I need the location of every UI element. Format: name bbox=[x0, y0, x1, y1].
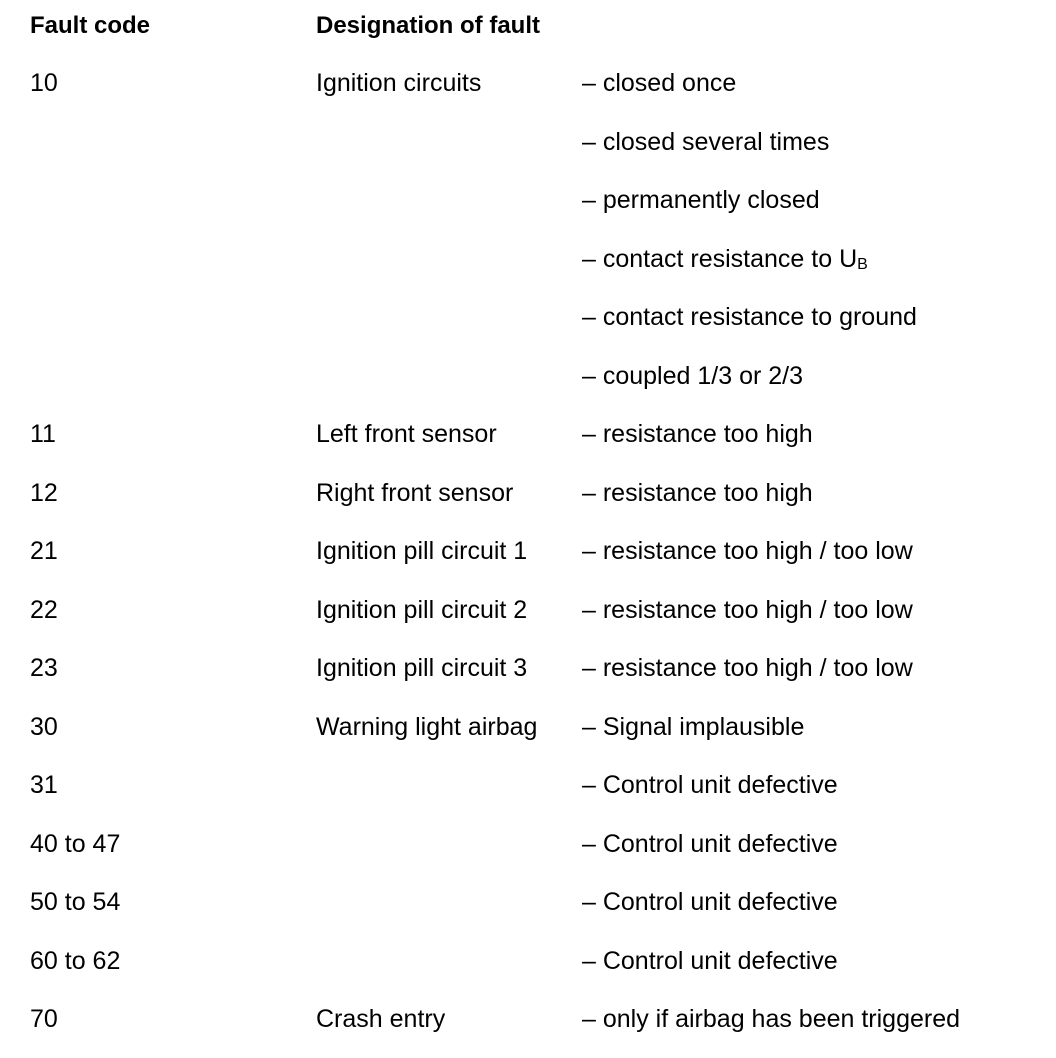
fault-component: Ignition circuits bbox=[316, 69, 482, 97]
table-row bbox=[0, 417, 1056, 451]
table-row bbox=[0, 300, 1056, 334]
fault-component: Right front sensor bbox=[316, 479, 514, 507]
fault-description-text: – contact resistance to U bbox=[582, 245, 858, 273]
table-row bbox=[0, 827, 1056, 861]
fault-description bbox=[582, 242, 868, 276]
fault-code: 10 bbox=[30, 69, 58, 97]
header-fault-code: Fault code bbox=[30, 12, 151, 39]
fault-description: – closed once bbox=[582, 69, 737, 97]
fault-description: – resistance too high / too low bbox=[582, 596, 913, 624]
table-row bbox=[0, 125, 1056, 159]
fault-description: – resistance too high / too low bbox=[582, 537, 913, 565]
fault-code: 30 bbox=[30, 713, 58, 741]
table-row bbox=[0, 710, 1056, 744]
fault-code: 23 bbox=[30, 654, 58, 682]
table-header bbox=[0, 9, 1056, 43]
table-row bbox=[0, 944, 1056, 978]
table-row bbox=[0, 534, 1056, 568]
fault-description: – Control unit defective bbox=[582, 947, 838, 975]
fault-component: Crash entry bbox=[316, 1005, 446, 1033]
fault-description: – resistance too high / too low bbox=[582, 654, 913, 682]
fault-description: – Control unit defective bbox=[582, 771, 838, 799]
fault-component: Ignition pill circuit 2 bbox=[316, 596, 528, 624]
table-row bbox=[0, 359, 1056, 393]
fault-description: – Signal implausible bbox=[582, 713, 805, 741]
fault-component: Warning light airbag bbox=[316, 713, 538, 741]
header-designation: Designation of fault bbox=[316, 12, 540, 39]
table-row bbox=[0, 183, 1056, 217]
fault-description: – Control unit defective bbox=[582, 830, 838, 858]
table-row bbox=[0, 242, 1056, 276]
fault-code: 60 to 62 bbox=[30, 947, 121, 975]
fault-description-subscript: B bbox=[857, 256, 868, 273]
fault-code: 40 to 47 bbox=[30, 830, 121, 858]
fault-description: – contact resistance to ground bbox=[582, 303, 917, 331]
fault-component: Ignition pill circuit 3 bbox=[316, 654, 528, 682]
table-row bbox=[0, 66, 1056, 100]
fault-code: 11 bbox=[30, 420, 56, 448]
fault-code: 31 bbox=[30, 771, 58, 799]
fault-description: – coupled 1/3 or 2/3 bbox=[582, 362, 803, 390]
fault-code: 21 bbox=[30, 537, 58, 565]
fault-code: 70 bbox=[30, 1005, 58, 1033]
table-row bbox=[0, 651, 1056, 685]
fault-code: 22 bbox=[30, 596, 58, 624]
fault-code: 12 bbox=[30, 479, 58, 507]
fault-description: – Control unit defective bbox=[582, 888, 838, 916]
table-row bbox=[0, 1002, 1056, 1036]
fault-code: 50 to 54 bbox=[30, 888, 121, 916]
table-row bbox=[0, 476, 1056, 510]
table-row bbox=[0, 768, 1056, 802]
fault-component: Left front sensor bbox=[316, 420, 497, 448]
fault-description: – resistance too high bbox=[582, 479, 813, 507]
table-row bbox=[0, 885, 1056, 919]
fault-description: – closed several times bbox=[582, 128, 830, 156]
table-row bbox=[0, 593, 1056, 627]
fault-description: – only if airbag has been triggered bbox=[582, 1005, 961, 1033]
fault-component: Ignition pill circuit 1 bbox=[316, 537, 528, 565]
fault-description: – permanently closed bbox=[582, 186, 820, 214]
fault-description: – resistance too high bbox=[582, 420, 813, 448]
